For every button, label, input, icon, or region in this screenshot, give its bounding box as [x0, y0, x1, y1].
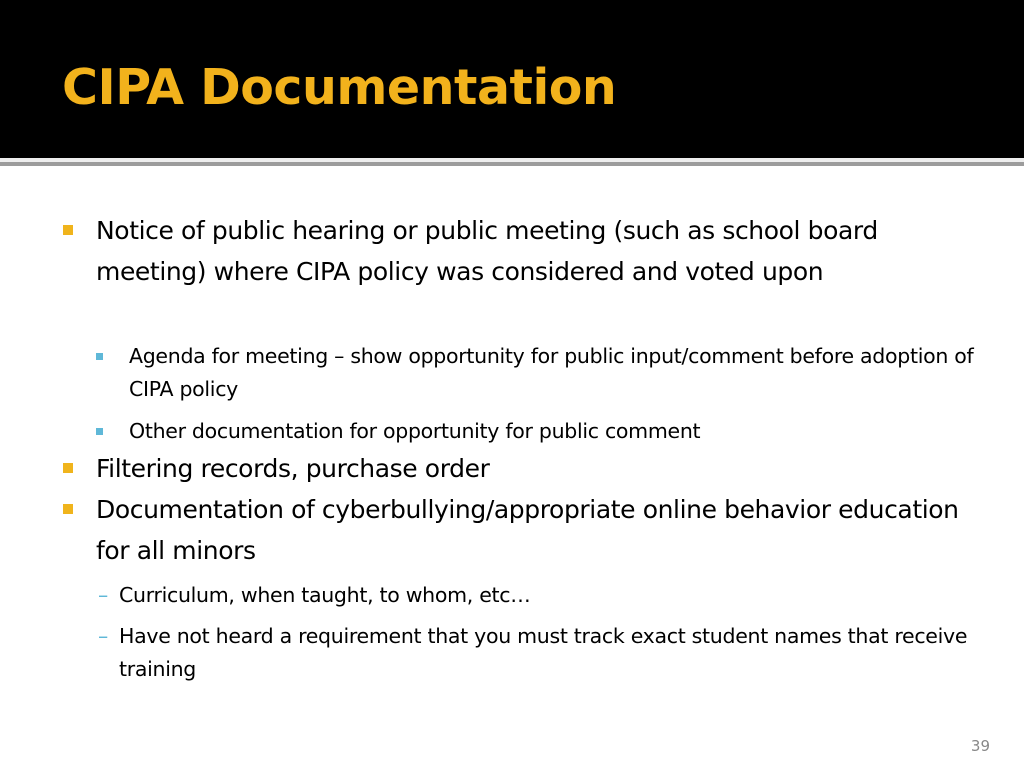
small-square-bullet-icon — [96, 353, 103, 360]
square-bullet-icon — [63, 504, 73, 514]
sub-bullet-text: Other documentation for opportunity for public comment — [129, 419, 701, 443]
dash-bullet-icon: – — [98, 624, 108, 648]
dash-item — [98, 620, 999, 686]
page-number: 39 — [970, 737, 990, 755]
bullet-text: Documentation of cyberbullying/appropriate online behavior education for all minors — [96, 495, 959, 565]
square-bullet-icon — [63, 463, 73, 473]
small-square-bullet-icon — [96, 428, 103, 435]
sub-bullet-item — [129, 415, 989, 448]
dash-item-text: Have not heard a requirement that you must track exact student names that receive training — [119, 624, 968, 681]
sub-bullet-text: Agenda for meeting – show opportunity for public input/comment before adoption of CIPA policy — [129, 344, 974, 401]
bullet-item — [96, 448, 976, 489]
dash-item-text: Curriculum, when taught, to whom, etc… — [119, 583, 531, 607]
dash-bullet-icon: – — [98, 583, 108, 607]
bullet-item — [96, 489, 976, 571]
bullet-text: Notice of public hearing or public meeting (such as school board meeting) where CIPA policy was considered and voted upon — [96, 216, 878, 286]
bullet-item — [96, 210, 976, 292]
sub-bullet-item — [129, 340, 989, 406]
dash-item — [98, 579, 999, 612]
slide-title: CIPA Documentation — [62, 59, 617, 116]
bullet-text: Filtering records, purchase order — [96, 454, 490, 483]
square-bullet-icon — [63, 225, 73, 235]
